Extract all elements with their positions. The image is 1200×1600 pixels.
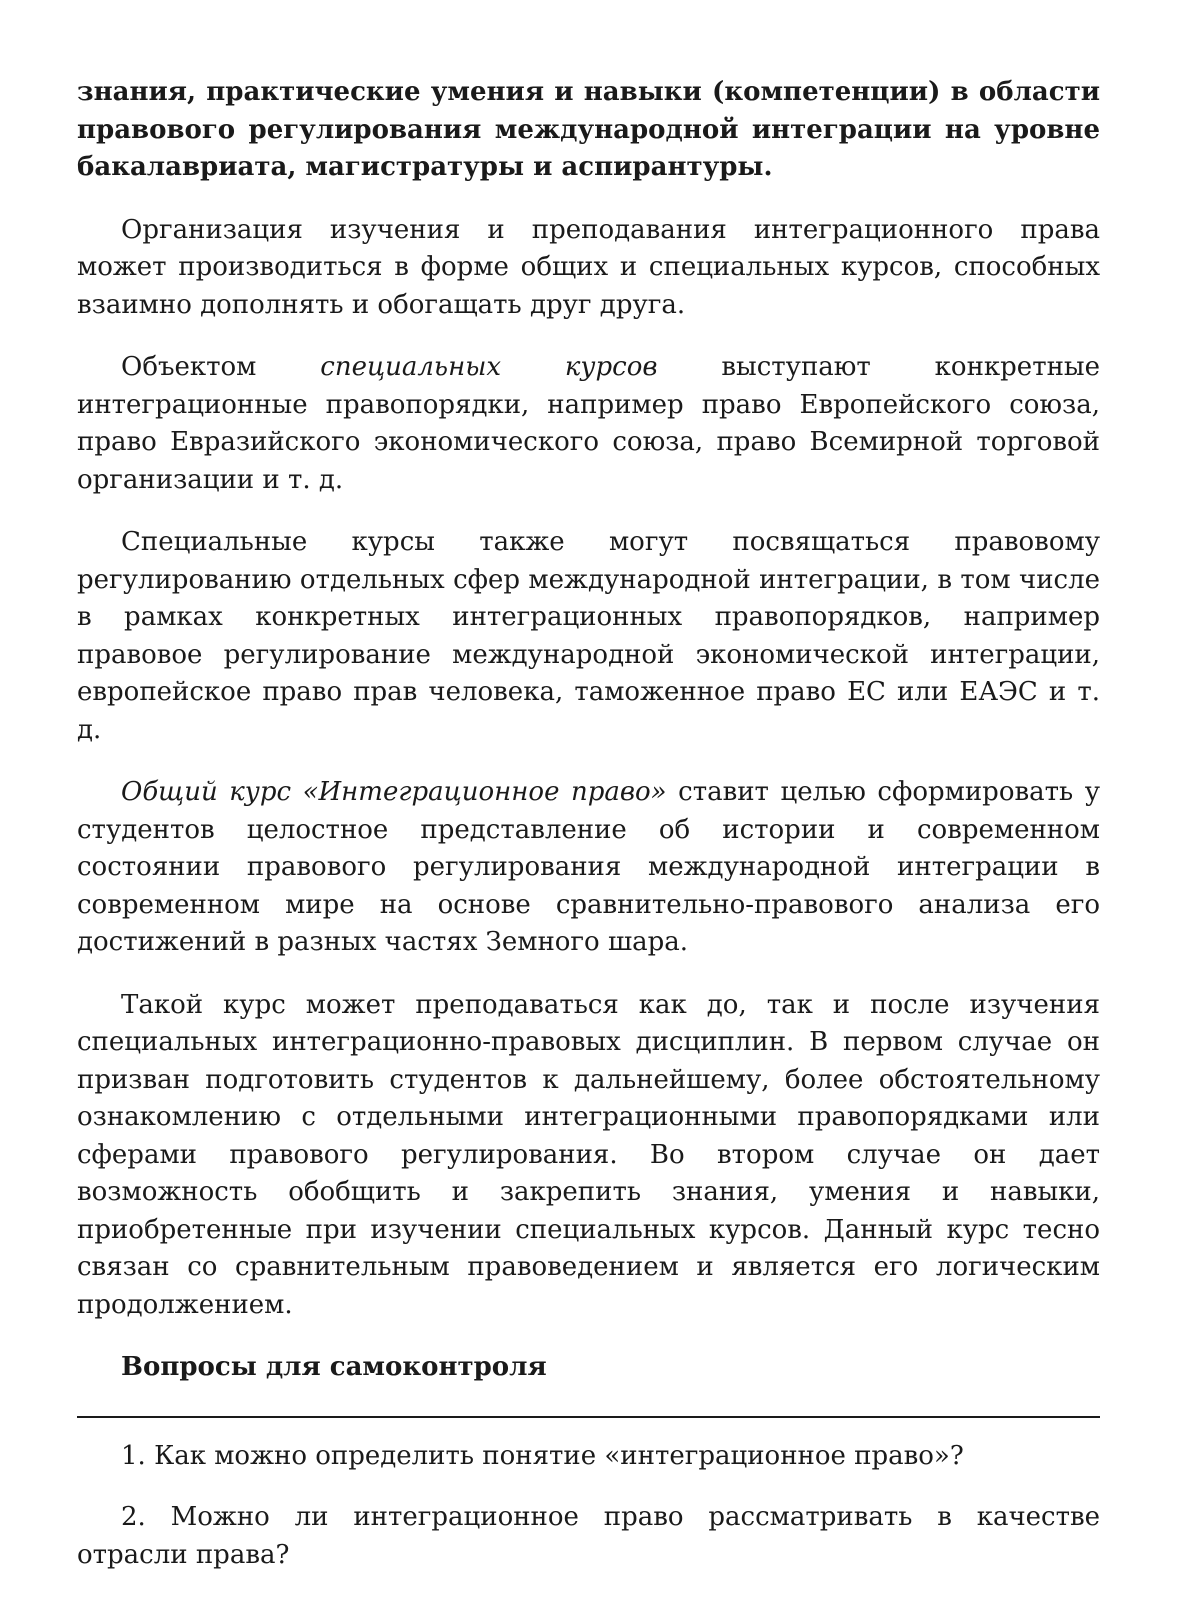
paragraph-special-courses-lead: Объектом — [121, 352, 321, 382]
question-item: 2. Можно ли интеграционное право рассматривать в качестве отрасли права? — [77, 1502, 1100, 1570]
emphasis-special-courses: специальных курсов — [320, 352, 658, 382]
paragraph-special-courses-body: выступают конкретные интеграционные правопорядки, например право Европейского союза, право Евразийского экономического союза, право Всемирной торговой организации и т. д. — [77, 352, 1100, 495]
paragraph-general-course — [77, 774, 1100, 962]
section-divider — [77, 1416, 1100, 1418]
paragraph-special-courses — [77, 349, 1100, 499]
intro-paragraph: знания, практические умения и навыки (компетенции) в области правового регулирования международной интеграции на уровне бакалавриата, магистратуры и аспирантуры. — [77, 77, 1100, 182]
paragraph-organization: Организация изучения и преподавания интеграционного права может производиться в форме общих и специальных курсов, способных взаимно дополнять и обогащать друг друга. — [77, 214, 1100, 320]
paragraph-course-timing: Такой курс может преподаваться как до, так и после изучения специальных интеграционно-правовых дисциплин. В первом случае он призван подготовить студентов к дальнейшему, более обстоятельному ознакомлению с отдельными интеграционными правопорядками или сферами правового регулирования. Во втором случае он дает возможность обобщить и закрепить знания, умения и навыки, приобретенные при изучении специальных курсов. Данный курс тесно связан со сравнительным правоведением и является его логическим продолжением. — [77, 989, 1100, 1320]
paragraph-special-spheres: Специальные курсы также могут посвящаться правовому регулированию отдельных сфер международной интеграции, в том числе в рамках конкретных интеграционных правопорядков, например правовое регулирование международной экономической интеграции, европейское право прав человека, таможенное право ЕС или ЕАЭС и т. д. — [77, 527, 1100, 745]
question-item: 1. Как можно определить понятие «интеграционное право»? — [121, 1440, 964, 1471]
paragraph-general-course-body: ставит целью сформировать у студентов целостное представление об истории и современном состоянии правового регулирования международной интеграции в современном мире на основе сравнительно-правового анализа его достижений в разных частях Земного шара. — [77, 777, 1100, 957]
section-heading: Вопросы для самоконтроля — [121, 1352, 547, 1382]
emphasis-general-course: Общий курс «Интеграционное право» — [121, 777, 667, 807]
